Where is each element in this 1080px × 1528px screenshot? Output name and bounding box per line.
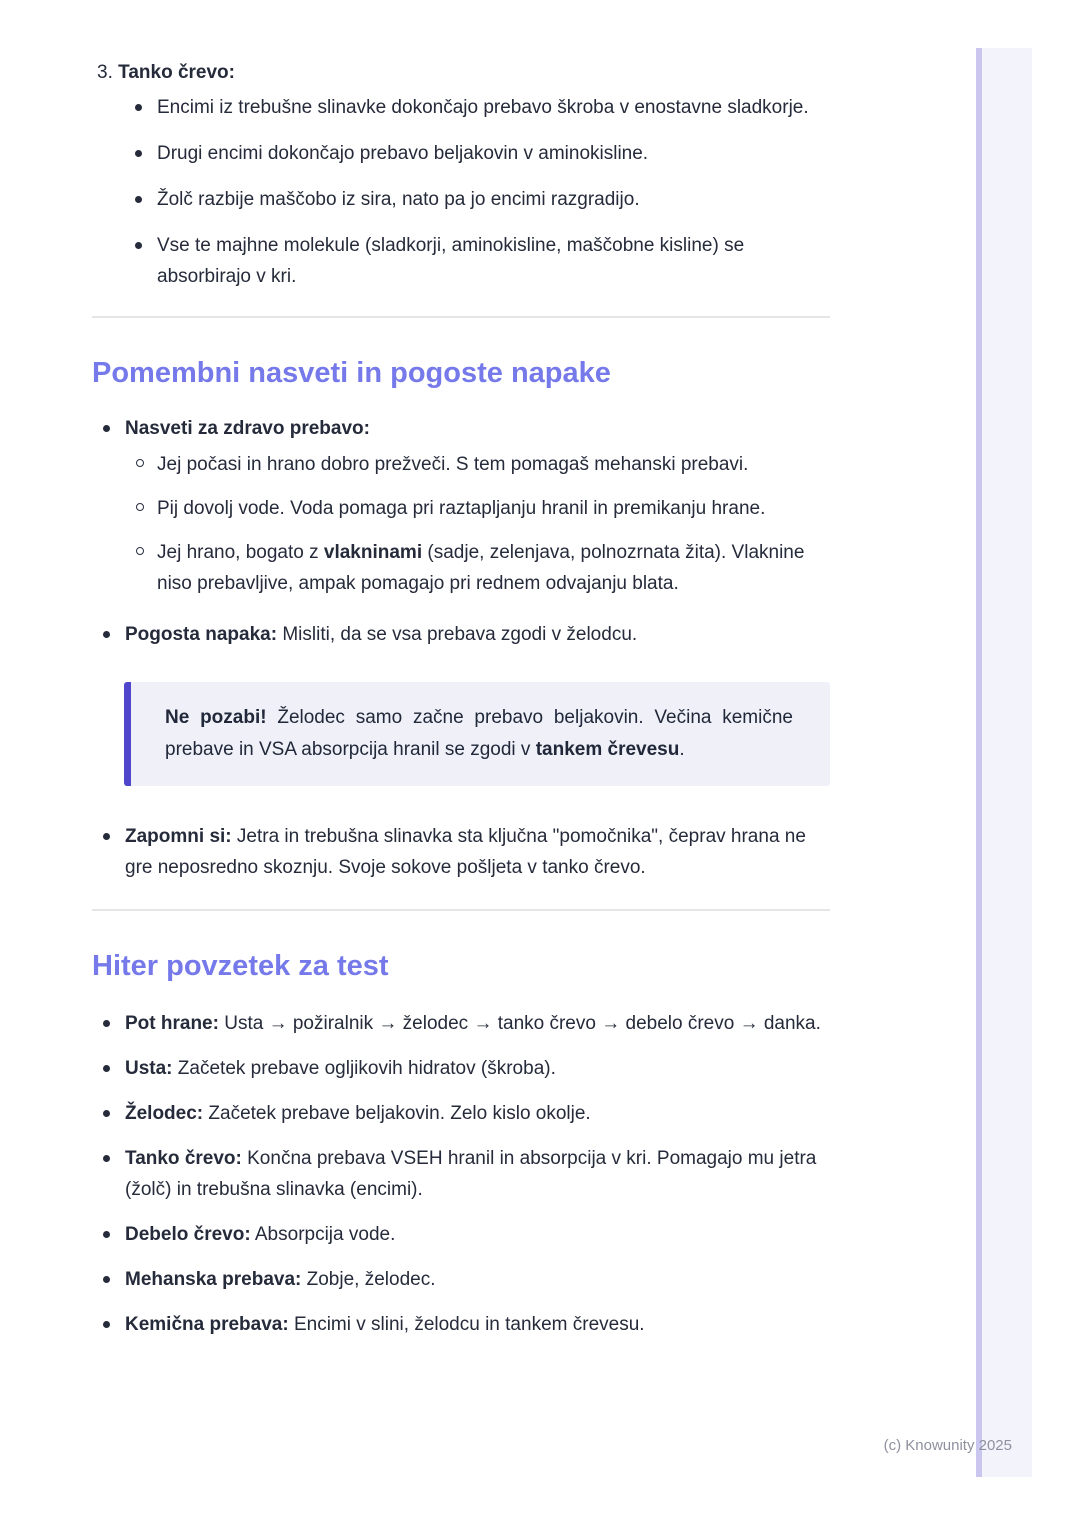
nasveti-list bbox=[92, 413, 830, 650]
list-item bbox=[92, 1143, 830, 1205]
section-heading-nasveti: Pomembni nasveti in pogoste napake bbox=[92, 357, 611, 389]
list-item-text: Encimi v slini, želodcu in tankem črevesu. bbox=[288, 1314, 645, 1335]
list-item-advice bbox=[92, 413, 830, 599]
list-item-label: Kemična prebava: bbox=[125, 1314, 289, 1335]
list-item-text: Zobje, želodec. bbox=[301, 1269, 436, 1290]
list-item-text: Usta → požiralnik → želodec → tanko črevo → debelo črevo → danka. bbox=[218, 1013, 821, 1034]
list-item-text: Začetek prebave ogljikovih hidratov (škroba). bbox=[172, 1058, 556, 1079]
tanko-crevo-bullet-list bbox=[92, 92, 830, 292]
list-item-text: Končna prebava VSEH hranil in absorpcija v kri. Pomagajo mu jetra (žolč) in trebušna slinavka (encimi). bbox=[125, 1148, 817, 1200]
numbered-heading-label: Tanko črevo: bbox=[118, 62, 235, 83]
list-item bbox=[92, 1219, 830, 1250]
list-number: 3. bbox=[97, 62, 113, 83]
list-item-text: Žolč razbije maščobo iz sira, nato pa jo encimi razgradijo. bbox=[157, 189, 640, 210]
list-item-label: Zapomni si: bbox=[125, 826, 232, 847]
list-item-label: Tanko črevo: bbox=[125, 1148, 242, 1169]
list-item-text: Jej hrano, bogato z bbox=[157, 542, 324, 563]
list-item bbox=[92, 1309, 830, 1340]
summary-list bbox=[92, 1008, 830, 1340]
list-item bbox=[92, 1264, 830, 1295]
list-item-label: Pot hrane: bbox=[125, 1013, 219, 1034]
list-item-mistake bbox=[92, 619, 830, 650]
list-item bbox=[92, 138, 830, 169]
list-item bbox=[92, 184, 830, 215]
list-item bbox=[125, 493, 830, 524]
remember-list bbox=[92, 821, 830, 883]
list-item bbox=[125, 449, 830, 480]
callout-text: . bbox=[679, 739, 685, 760]
list-item bbox=[92, 1098, 830, 1129]
list-item bbox=[92, 92, 830, 123]
list-item-text: Vse te majhne molekule (sladkorji, aminokisline, maščobne kisline) se absorbirajo v kri. bbox=[157, 235, 745, 287]
callout-bold-text: Ne pozabi! bbox=[165, 707, 267, 728]
copyright-footer: (c) Knowunity 2025 bbox=[883, 1437, 1012, 1454]
list-item-label: Debelo črevo: bbox=[125, 1224, 251, 1245]
list-item-remember bbox=[92, 821, 830, 883]
section-heading-povzetek: Hiter povzetek za test bbox=[92, 950, 389, 982]
list-item-label: Nasveti za zdravo prebavo: bbox=[125, 418, 370, 439]
callout-text: Želodec samo začne prebavo beljakovin. Večina kemične prebave in VSA absorpcija hranil se zgodi v bbox=[165, 707, 793, 760]
list-item bbox=[125, 537, 830, 599]
page-edge-strip bbox=[976, 48, 1032, 1477]
list-item bbox=[92, 230, 830, 292]
callout-note bbox=[124, 682, 830, 786]
list-item-text: Encimi iz trebušne slinavke dokončajo prebavo škroba v enostavne sladkorje. bbox=[157, 97, 809, 118]
list-item-text: Jetra in trebušna slinavka sta ključna "pomočnika", čeprav hrana ne gre neposredno skoznju. Svoje sokove pošljeta v tanko črevo. bbox=[125, 826, 806, 878]
list-item-text: Jej počasi in hrano dobro prežveči. S tem pomagaš mehanski prebavi. bbox=[157, 454, 749, 475]
numbered-heading-tanko-crevo bbox=[92, 57, 830, 88]
list-item-bold-text: vlakninami bbox=[323, 542, 423, 563]
list-item-label: Usta: bbox=[125, 1058, 173, 1079]
list-item-label: Želodec: bbox=[125, 1103, 204, 1124]
list-item-text: Pij dovolj vode. Voda pomaga pri raztapljanju hranil in premikanju hrane. bbox=[157, 498, 766, 519]
section-divider bbox=[92, 316, 830, 318]
section-divider bbox=[92, 909, 830, 911]
list-item-text: Absorpcija vode. bbox=[250, 1224, 396, 1245]
list-item-text: Začetek prebave beljakovin. Zelo kislo okolje. bbox=[203, 1103, 591, 1124]
list-item-label: Pogosta napaka: bbox=[125, 624, 278, 645]
list-item-label: Mehanska prebava: bbox=[125, 1269, 302, 1290]
advice-sub-list bbox=[125, 449, 830, 599]
list-item bbox=[92, 1008, 830, 1039]
page-content bbox=[92, 57, 830, 1340]
callout-bold-text: tankem črevesu bbox=[535, 739, 680, 760]
list-item-text: Drugi encimi dokončajo prebavo beljakovin v aminokisline. bbox=[157, 143, 649, 164]
list-item-text: Misliti, da se vsa prebava zgodi v želodcu. bbox=[277, 624, 638, 645]
list-item-text: (sadje, zelenjava, polnozrnata žita). Vlaknine niso prebavljive, ampak pomagajo pri rednem odvajanju blata. bbox=[157, 542, 805, 594]
list-item bbox=[92, 1053, 830, 1084]
